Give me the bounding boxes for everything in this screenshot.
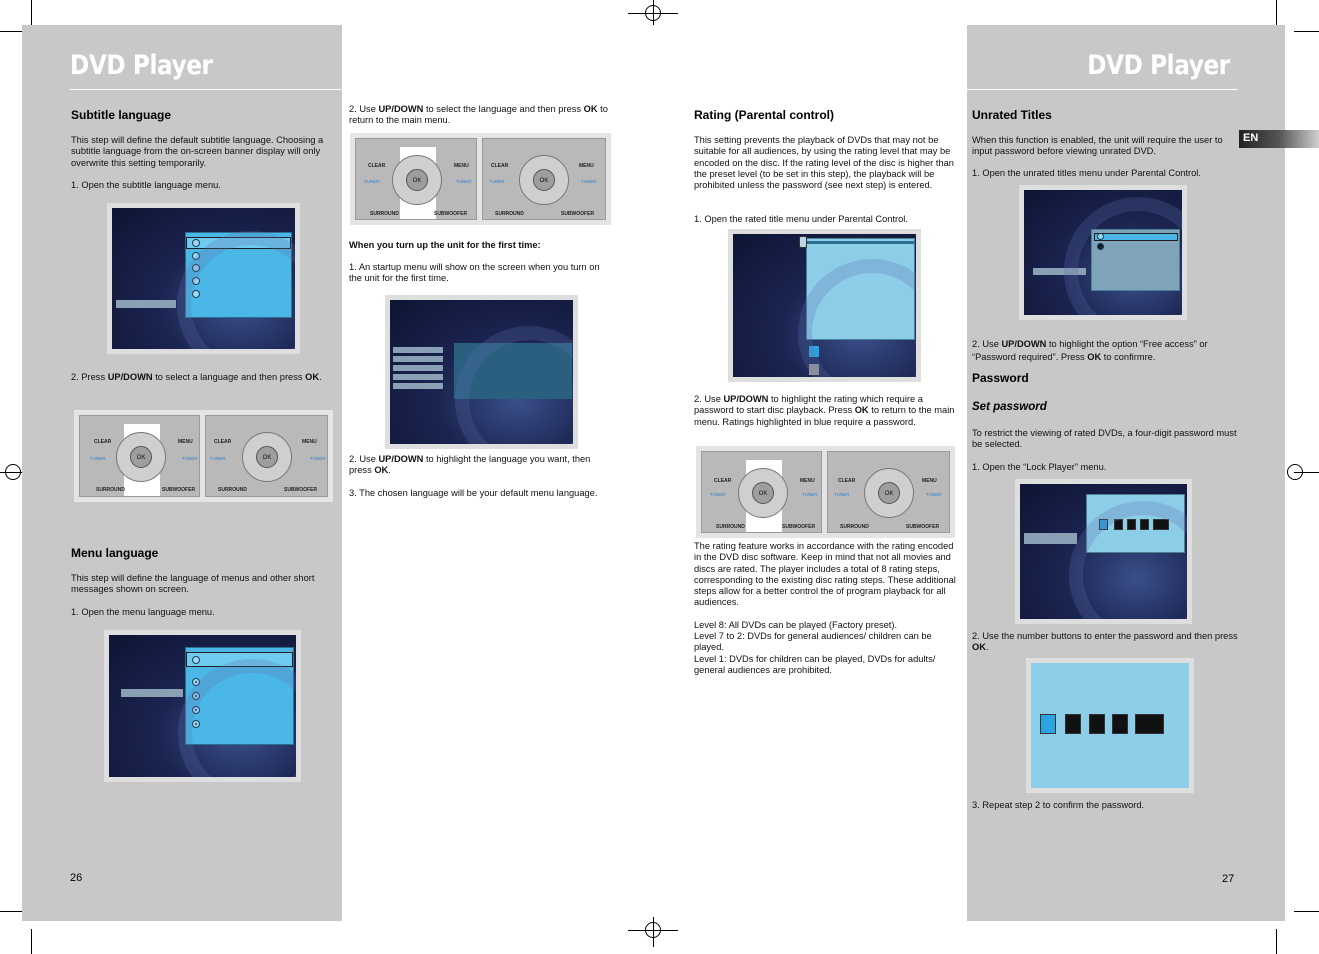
radio-icon xyxy=(192,252,200,260)
grey-level-indicator xyxy=(809,364,819,375)
menu-language-heading: Menu language xyxy=(71,546,159,560)
page-number: 26 xyxy=(70,872,83,884)
rating-feature: The rating feature works in accordance with the rating encoded in the DVD disc software. Keep in mind that not all movies and discs are rated. The player includes a total of 8 rating steps, corresponding to the existing disc rating steps. These additional steps allow for a better control the of program playback for all audiences. xyxy=(694,541,956,608)
password-digit xyxy=(1099,519,1108,530)
radio-icon xyxy=(192,264,200,272)
password-digit xyxy=(1089,714,1105,734)
radio-icon xyxy=(192,656,200,664)
radio-icon xyxy=(192,706,200,714)
menu-list xyxy=(185,232,292,318)
tuner-label: TUNER xyxy=(802,492,818,497)
password-heading: Password xyxy=(972,371,1029,385)
clear-label: CLEAR xyxy=(214,439,232,445)
radio-icon xyxy=(192,692,200,700)
password-digit xyxy=(1040,714,1056,734)
menu-label: MENU xyxy=(178,439,193,445)
tuner-label: TUNER xyxy=(926,492,942,497)
startup-menu-screenshot xyxy=(385,295,578,449)
clear-label: CLEAR xyxy=(368,163,386,169)
menu-category-bar xyxy=(116,300,176,308)
lock-icon xyxy=(799,236,807,248)
remote-control-images xyxy=(74,410,333,502)
subwoofer-label: SUBWOOFER xyxy=(561,211,595,217)
subwoofer-label: SUBWOOFER xyxy=(284,487,318,493)
ok-button: OK xyxy=(256,446,278,468)
password-digit xyxy=(1065,714,1081,734)
menu-category-bar xyxy=(1033,268,1086,275)
tuner-label: TUNER xyxy=(489,179,505,184)
subwoofer-label: SUBWOOFER xyxy=(782,524,816,530)
surround-label: SURROUND xyxy=(840,524,869,530)
subwoofer-label: SUBWOOFER xyxy=(434,211,468,217)
crop-mark xyxy=(0,472,22,473)
first-time-step1: 1. An startup menu will show on the screen when you turn on the unit for the first time. xyxy=(349,262,600,284)
menu-language-screenshot xyxy=(104,630,301,782)
menu-category-bar xyxy=(393,347,443,353)
clear-label: CLEAR xyxy=(491,163,509,169)
unrated-step1: 1. Open the unrated titles menu under Parental Control. xyxy=(972,168,1201,178)
menu-language-step1: 1. Open the menu language menu. xyxy=(71,607,215,617)
surround-label: SURROUND xyxy=(96,487,125,493)
password-step1: 1. Open the “Lock Player” menu. xyxy=(972,462,1107,472)
remote-control-images xyxy=(350,133,611,225)
clear-label: CLEAR xyxy=(714,478,732,484)
radio-icon xyxy=(192,720,200,728)
unrated-intro: When this function is enabled, the unit will require the user to input password before viewing unrated DVD. xyxy=(972,135,1223,157)
surround-label: SURROUND xyxy=(716,524,745,530)
ok-button: OK xyxy=(130,446,152,468)
password-digit xyxy=(1140,519,1149,530)
tuner-label: TUNER xyxy=(710,492,726,497)
crop-mark xyxy=(653,917,654,947)
radio-icon xyxy=(1097,243,1104,250)
menu-label: MENU xyxy=(579,163,594,169)
subtitle-language-heading: Subtitle language xyxy=(71,108,172,122)
crop-mark xyxy=(31,929,32,954)
rating-level-8: Level 8: All DVDs can be played (Factory preset). xyxy=(694,620,898,630)
option-list xyxy=(1091,229,1180,291)
tuner-label: TUNER xyxy=(310,456,326,461)
password-digit xyxy=(1127,519,1136,530)
password-panel xyxy=(1031,663,1189,788)
menu-category-bar xyxy=(393,383,443,389)
ok-button: OK xyxy=(406,169,428,191)
tuner-label: TUNER xyxy=(456,179,472,184)
radio-icon xyxy=(192,239,200,247)
rating-menu-screenshot xyxy=(728,229,921,382)
tuner-label: TUNER xyxy=(581,179,597,184)
language-tab: EN xyxy=(1239,130,1319,148)
crop-mark xyxy=(1294,31,1319,32)
remote-control-images xyxy=(696,446,955,538)
rating-intro: This setting prevents the playback of DVDs that may not be suitable for all audiences, by using the rating level that may be encoded on the disc. If the rating level of the disc is higher than the preset level (to be set in this step), the playback will be prohibited unless the password (see next step) is entered. xyxy=(694,135,954,191)
rating-list xyxy=(806,238,915,340)
password-panel xyxy=(1086,494,1185,553)
password-digit xyxy=(1112,714,1128,734)
menu-category-bar xyxy=(393,356,443,362)
blue-level-indicator xyxy=(809,346,819,357)
remote-control xyxy=(827,451,950,533)
menu-label: MENU xyxy=(454,163,469,169)
subtitle-language-intro: This step will define the default subtitle language. Choosing a subtitle language from the on-screen banner display will only overwrite this setting temporarily. xyxy=(71,135,324,168)
remote-control xyxy=(482,138,606,220)
subwoofer-label: SUBWOOFER xyxy=(162,487,196,493)
first-time-step3: 3. The chosen language will be your default menu language. xyxy=(349,488,598,498)
password-ok-box xyxy=(1135,714,1164,734)
clear-label: CLEAR xyxy=(94,439,112,445)
menu-highlight-row xyxy=(186,237,291,249)
title-divider xyxy=(70,89,342,90)
surround-label: SURROUND xyxy=(218,487,247,493)
tuner-label: TUNER xyxy=(210,456,226,461)
page-title: DVD Player xyxy=(1087,50,1230,81)
lock-player-screenshot xyxy=(1015,479,1192,624)
radio-icon xyxy=(192,290,200,298)
subwoofer-label: SUBWOOFER xyxy=(906,524,940,530)
menu-category-bar xyxy=(393,365,443,371)
set-password-subheading: Set password xyxy=(972,401,1047,413)
crop-mark xyxy=(1294,472,1319,473)
radio-icon xyxy=(1097,233,1104,240)
remote-control xyxy=(79,415,200,497)
unrated-step2: 2. Use UP/DOWN to highlight the option “Free access” or “Password required”. Press OK to confirmre. xyxy=(972,339,1208,362)
remote-control xyxy=(205,415,328,497)
crop-mark xyxy=(1294,911,1319,912)
page-title: DVD Player xyxy=(70,50,213,81)
page-number: 27 xyxy=(1222,873,1235,885)
menu-list xyxy=(185,647,294,745)
subtitle-menu-screenshot xyxy=(107,203,300,354)
ok-button: OK xyxy=(878,482,900,504)
password-ok-box xyxy=(1153,519,1169,530)
radio-icon xyxy=(192,678,200,686)
ok-button: OK xyxy=(752,482,774,504)
tuner-label: TUNER xyxy=(182,456,198,461)
menu-highlight-row xyxy=(186,652,293,667)
menu-category-bar xyxy=(121,689,183,697)
first-time-step2: 2. Use UP/DOWN to highlight the language you want, then press OK. xyxy=(349,454,591,476)
tuner-label: TUNER xyxy=(90,456,106,461)
tuner-label: TUNER xyxy=(834,492,850,497)
menu-language-step2: 2. Use UP/DOWN to select the language and then press OK to return to the main menu. xyxy=(349,104,608,126)
rating-level-1: Level 1: DVDs for children can be played, DVDs for adults/ general audiences are prohibited. xyxy=(694,654,936,676)
subtitle-language-step2: 2. Press UP/DOWN to select a language and then press OK. xyxy=(71,372,322,382)
remote-control xyxy=(701,451,822,533)
first-time-heading: When you turn up the unit for the first time: xyxy=(349,240,541,250)
remote-control xyxy=(355,138,477,220)
crop-mark xyxy=(1276,929,1277,954)
password-step3: 3. Repeat step 2 to confirm the password. xyxy=(972,800,1145,810)
menu-category-bar xyxy=(393,374,443,380)
ok-button: OK xyxy=(533,169,555,191)
surround-label: SURROUND xyxy=(370,211,399,217)
crop-mark xyxy=(31,0,32,25)
tuner-label: TUNER xyxy=(364,179,380,184)
radio-icon xyxy=(192,277,200,285)
password-entry-screenshot xyxy=(1026,658,1194,793)
password-intro: To restrict the viewing of rated DVDs, a four-digit password must be selected. xyxy=(972,428,1237,450)
crop-mark xyxy=(1276,0,1277,25)
surround-label: SURROUND xyxy=(495,211,524,217)
password-digit xyxy=(1114,519,1123,530)
subtitle-language-step1: 1. Open the subtitle language menu. xyxy=(71,180,221,190)
unrated-menu-screenshot xyxy=(1019,185,1187,320)
rating-heading: Rating (Parental control) xyxy=(694,108,835,122)
menu-label: MENU xyxy=(800,478,815,484)
rating-level-7-2: Level 7 to 2: DVDs for general audiences/ children can be played. xyxy=(694,631,932,653)
clear-label: CLEAR xyxy=(838,478,856,484)
language-panel xyxy=(454,343,572,399)
password-step2: 2. Use the number buttons to enter the password and then press OK. xyxy=(972,631,1238,653)
rating-step1: 1. Open the rated title menu under Parental Control. xyxy=(694,214,908,224)
menu-label: MENU xyxy=(302,439,317,445)
rating-step2: 2. Use UP/DOWN to highlight the rating which require a password to start disc playback. Press OK to return to the main menu. Ratings highlighted in blue require a password. xyxy=(694,394,955,427)
menu-language-intro: This step will define the language of menus and other short messages shown on screen. xyxy=(71,573,315,595)
menu-category-bar xyxy=(1024,533,1077,544)
unrated-heading: Unrated Titles xyxy=(972,108,1052,122)
menu-label: MENU xyxy=(922,478,937,484)
title-divider xyxy=(967,89,1238,90)
crop-mark xyxy=(653,0,654,25)
